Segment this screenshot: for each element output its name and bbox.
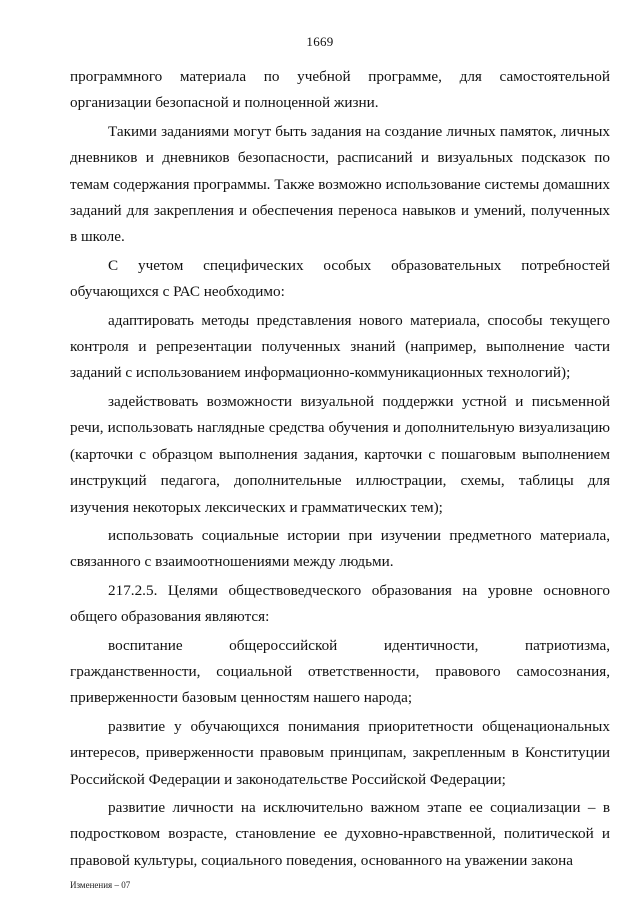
list-item: использовать социальные истории при изучении предметного материала, связанного с взаимоотношениями между людьми. — [70, 526, 610, 571]
page-number: 1669 — [306, 34, 334, 49]
list-item: развитие у обучающихся понимания приоритетности общенациональных интересов, приверженности правовым принципам, закрепленным в Конституции Российской Федерации и законодательстве Российской Федерации; — [70, 717, 610, 788]
paragraph: Такими заданиями могут быть задания на создание личных памяток, личных дневников и дневников безопасности, расписаний и визуальных подсказок по темам содержания программы. Также возможно использование системы домашних заданий для закрепления и обеспечения переноса навыков и умений, полученных в школе. — [70, 122, 610, 246]
body-text — [70, 64, 610, 874]
list-item: развитие личности на исключительно важном этапе ее социализации – в подростковом возрасте, становление ее духовно-нравственной, политической и правовой культуры, социального поведения, основанного на уважении закона — [70, 798, 610, 869]
list-item: адаптировать методы представления нового материала, способы текущего контроля и репрезентации полученных знаний (например, выполнение части заданий с использованием информационно-коммуникационных технологий); — [70, 311, 610, 382]
list-item: воспитание общероссийской идентичности, патриотизма, гражданственности, социальной ответственности, правового самосознания, приверженности базовым ценностям нашего народа; — [70, 636, 610, 707]
list-item: задействовать возможности визуальной поддержки устной и письменной речи, использовать наглядные средства обучения и дополнительную визуализацию (карточки с образцом выполнения задания, карточки с пошаговым выполнением инструкций педагога, дополнительные иллюстрации, схемы, таблицы для изучения некоторых лексических и грамматических тем); — [70, 392, 610, 516]
footer-revision: Изменения – 07 — [70, 880, 131, 890]
paragraph: С учетом специфических особых образовательных потребностей обучающихся с РАС необходимо: — [70, 256, 610, 301]
section-paragraph: 217.2.5. Целями обществоведческого образования на уровне основного общего образования являются: — [70, 581, 610, 626]
paragraph-continuation: программного материала по учебной программе, для самостоятельной организации безопасной и полноценной жизни. — [70, 68, 610, 112]
